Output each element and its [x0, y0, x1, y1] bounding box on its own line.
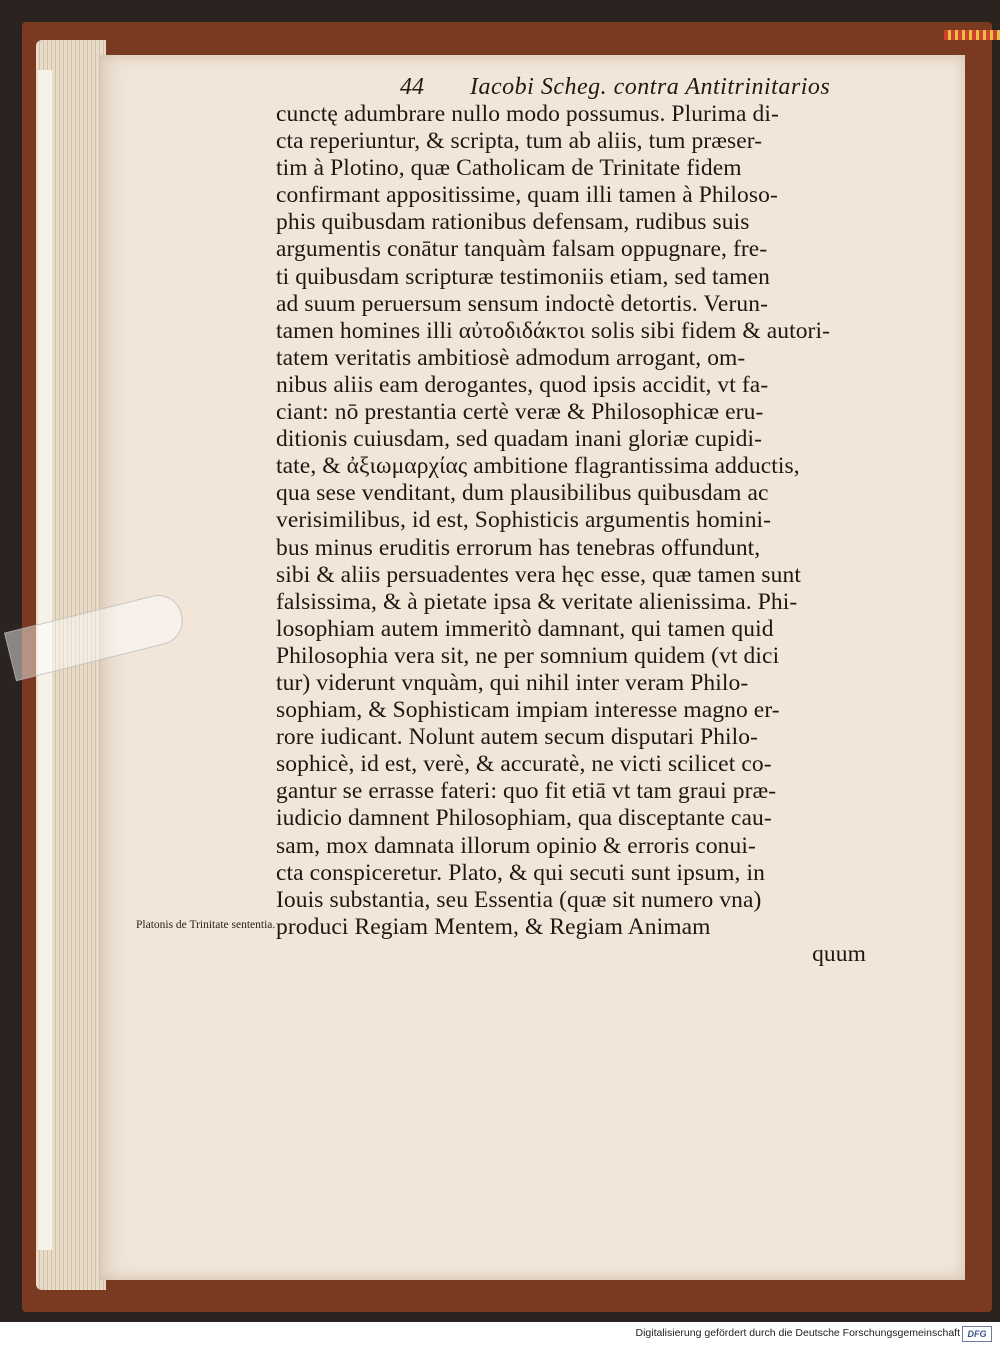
margin-note: Platonis de Trinitate sententia. [136, 919, 276, 931]
text-line: sam, mox damnata illorum opinio & erroris conui- [276, 832, 756, 859]
dfg-logo: DFG [962, 1326, 992, 1342]
bookmark-ribbon [944, 30, 1000, 40]
footer-bar [0, 1322, 1000, 1345]
text-line: sophicè, id est, verè, & accuratè, ne victi scilicet co- [276, 751, 772, 778]
text-line: produci Regiam Mentem, & Regiam Animam [276, 913, 711, 940]
text-line: Philosophia vera sit, ne per somnium quidem (vt dici [276, 642, 780, 669]
text-line: tatem veritatis ambitiosè admodum arrogant, om- [276, 344, 746, 371]
text-line: losophiam autem immeritò damnant, qui tamen quid [276, 615, 774, 642]
text-line: ti quibusdam scripturæ testimoniis etiam, sed tamen [276, 263, 770, 290]
digitization-credit: Digitalisierung gefördert durch die Deutsche Forschungsgemeinschaft [635, 1327, 960, 1339]
text-line: verisimilibus, id est, Sophisticis argumentis homini- [276, 507, 772, 534]
text-line: falsissima, & à pietate ipsa & veritate alienissima. Phi- [276, 588, 798, 615]
text-line: gantur se errasse fateri: quo fit etiā vt tam graui præ- [276, 778, 777, 805]
text-line: tamen homines illi αὐτοδιδάκτοι solis sibi fidem & autori- [276, 317, 831, 344]
text-line: ditionis cuiusdam, sed quadam inani gloriæ cupidi- [276, 426, 763, 453]
text-line: cunctę adumbrare nullo modo possumus. Plurima di- [276, 101, 779, 127]
text-line: sophiam, & Sophisticam impiam interesse magno er- [276, 697, 780, 724]
page-number: 44 [400, 74, 424, 100]
main-text [276, 101, 866, 968]
text-line: Iouis substantia, seu Essentia (quæ sit numero vna) [276, 886, 762, 913]
text-line: cta reperiuntur, & scripta, tum ab aliis, tum præser- [276, 128, 763, 155]
text-line: ad suum peruersum sensum indoctè detortis. Verun- [276, 290, 768, 317]
text-line: cta conspiceretur. Plato, & qui secuti sunt ipsum, in [276, 859, 765, 886]
text-line: phis quibusdam rationibus defensam, rudibus suis [276, 209, 750, 236]
text-line: rore iudicant. Nolunt autem secum disputari Philo- [276, 724, 759, 751]
running-head: Iacobi Scheg. contra Antitrinitarios [470, 74, 831, 100]
text-line: sibi & aliis persuadentes vera hęc esse, quæ tamen sunt [276, 561, 801, 588]
text-line: bus minus eruditis errorum has tenebras offundunt, [276, 534, 761, 561]
text-line: tim à Plotino, quæ Catholicam de Trinitate fidem [276, 155, 742, 182]
text-line: argumentis conātur tanquàm falsam oppugnare, fre- [276, 236, 768, 263]
text-line: ciant: nō prestantia certè veræ & Philosophicæ eru- [276, 399, 764, 426]
text-line: tur) viderunt vnquàm, qui nihil inter veram Philo- [276, 669, 749, 696]
text-line: qua sese venditant, dum plausibilibus quibusdam ac [276, 480, 769, 507]
catchword: quum [812, 940, 866, 967]
text-line: tate, & ἀξιωμαρχίας ambitione flagrantissima adductis, [276, 453, 800, 480]
text-line: iudicio damnent Philosophiam, qua disceptante cau- [276, 805, 772, 832]
text-line: confirmant appositissime, quam illi tamen à Philoso- [276, 182, 778, 209]
text-line: nibus aliis eam derogantes, quod ipsis accidit, vt fa- [276, 371, 769, 398]
